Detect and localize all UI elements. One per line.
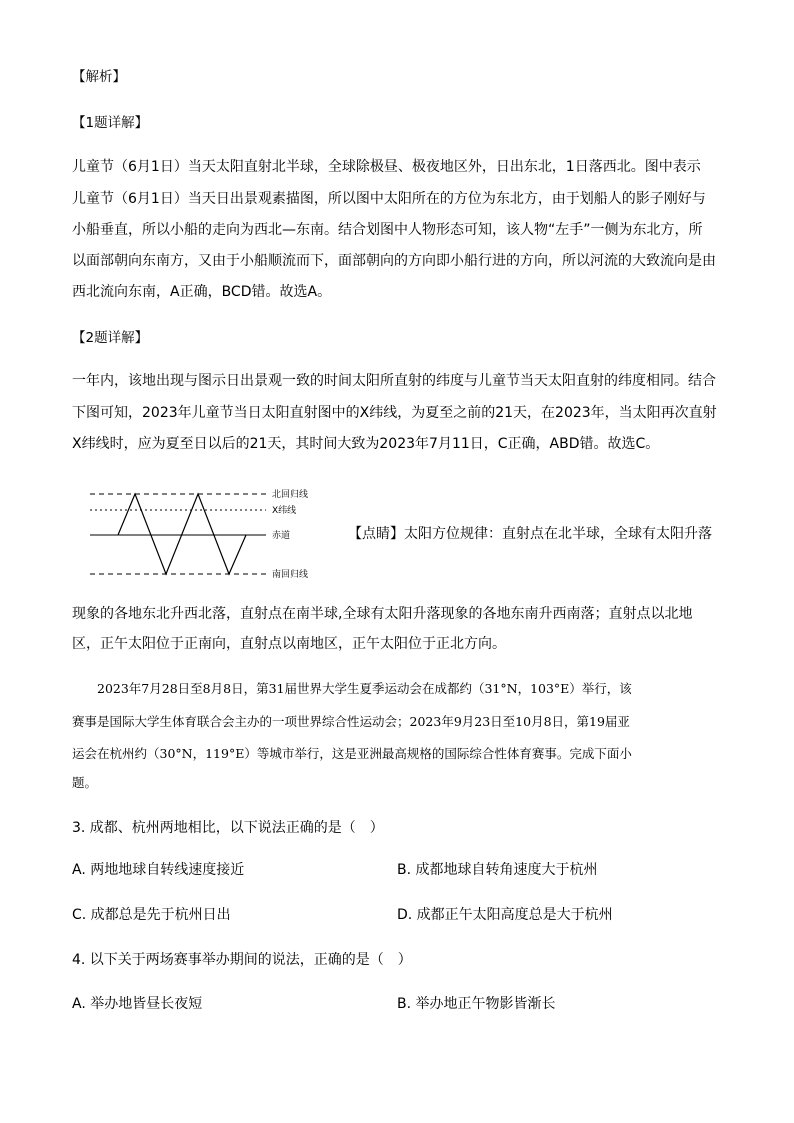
passage-line: 运会在杭州约（30°N，119°E）等城市举行，这是亚洲最高规格的国际综合性体育赛事。完成下面小 <box>72 746 632 761</box>
q3-option-d: D. 成都正午太阳高度总是大于杭州 <box>397 907 613 923</box>
q1-line: 西北流向东南，A正确，BCD错。故选A。 <box>72 284 332 300</box>
q2-line: X纬线时，应为夏至日以后的21天，其时间大致为2023年7月11日，C正确，ABD错。故选C。 <box>72 436 660 452</box>
q1-header: 【1题详解】 <box>72 115 149 131</box>
q3-option-b: B. 成都地球自转角速度大于杭州 <box>397 862 598 878</box>
q3-option-a: A. 两地地球自转线速度接近 <box>72 862 245 878</box>
x-latitude-label: X纬线 <box>272 506 297 516</box>
passage-line: 赛事是国际大学生体育联合会主办的一项世界综合性运动会；2023年9月23日至10月8日，第19届亚 <box>72 714 630 729</box>
q4-stem: 4. 以下关于两场赛事举办期间的说法，正确的是（ ） <box>72 952 412 968</box>
q1-line: 儿童节（6月1日）当天太阳直射北半球，全球除极昼、极夜地区外，日出东北，1日落西北。图中表示 <box>72 159 701 175</box>
declination-curve <box>118 494 246 574</box>
q4-option-b: B. 举办地正午物影皆渐长 <box>397 996 556 1012</box>
equator-label: 赤道 <box>272 531 291 541</box>
tip-line: 现象的各地东北升西北落，直射点在南半球,全球有太阳升落现象的各地东南升西南落；直射点以北地 <box>72 606 693 622</box>
q1-line: 小船垂直，所以小船的走向为西北—东南。结合划图中人物形态可知，该人物“左手”一侧为东北方，所 <box>72 222 703 238</box>
tip-line: 区，正午太阳位于正南向，直射点以南地区，正午太阳位于正北方向。 <box>72 636 506 652</box>
q3-option-c: C. 成都总是先于杭州日出 <box>72 907 231 923</box>
sun-declination-diagram <box>88 486 333 582</box>
q2-header: 【2题详解】 <box>72 330 149 346</box>
tropic-south-label: 南回归线 <box>272 570 309 580</box>
tip-first-line: 【点睛】太阳方位规律：直射点在北半球，全球有太阳升落 <box>348 526 712 542</box>
q2-line: 下图可知，2023年儿童节当日太阳直射图中的X纬线，为夏至之前的21天，在2023年，当太阳再次直射 <box>72 405 717 421</box>
analysis-header: 【解析】 <box>72 69 126 85</box>
q1-line: 儿童节（6月1日）当天日出景观素描图，所以图中太阳所在的方位为东北方，由于划船人的影子刚好与 <box>72 191 706 207</box>
passage-line: 2023年7月28日至8月8日，第31届世界大学生夏季运动会在成都约（31°N，103°E）举行，该 <box>72 681 632 696</box>
q2-line: 一年内，该地出现与图示日出景观一致的时间太阳所直射的纬度与儿童节当天太阳直射的纬度相同。结合 <box>72 373 716 389</box>
passage-line: 题。 <box>72 775 98 790</box>
q4-option-a: A. 举办地皆昼长夜短 <box>72 996 203 1012</box>
q1-line: 以面部朝向东南方，又由于小船顺流而下，面部朝向的方向即小船行进的方向，所以河流的大致流向是由 <box>72 253 716 269</box>
q3-stem: 3. 成都、杭州两地相比，以下说法正确的是（ ） <box>72 820 384 836</box>
tropic-north-label: 北回归线 <box>272 490 309 500</box>
